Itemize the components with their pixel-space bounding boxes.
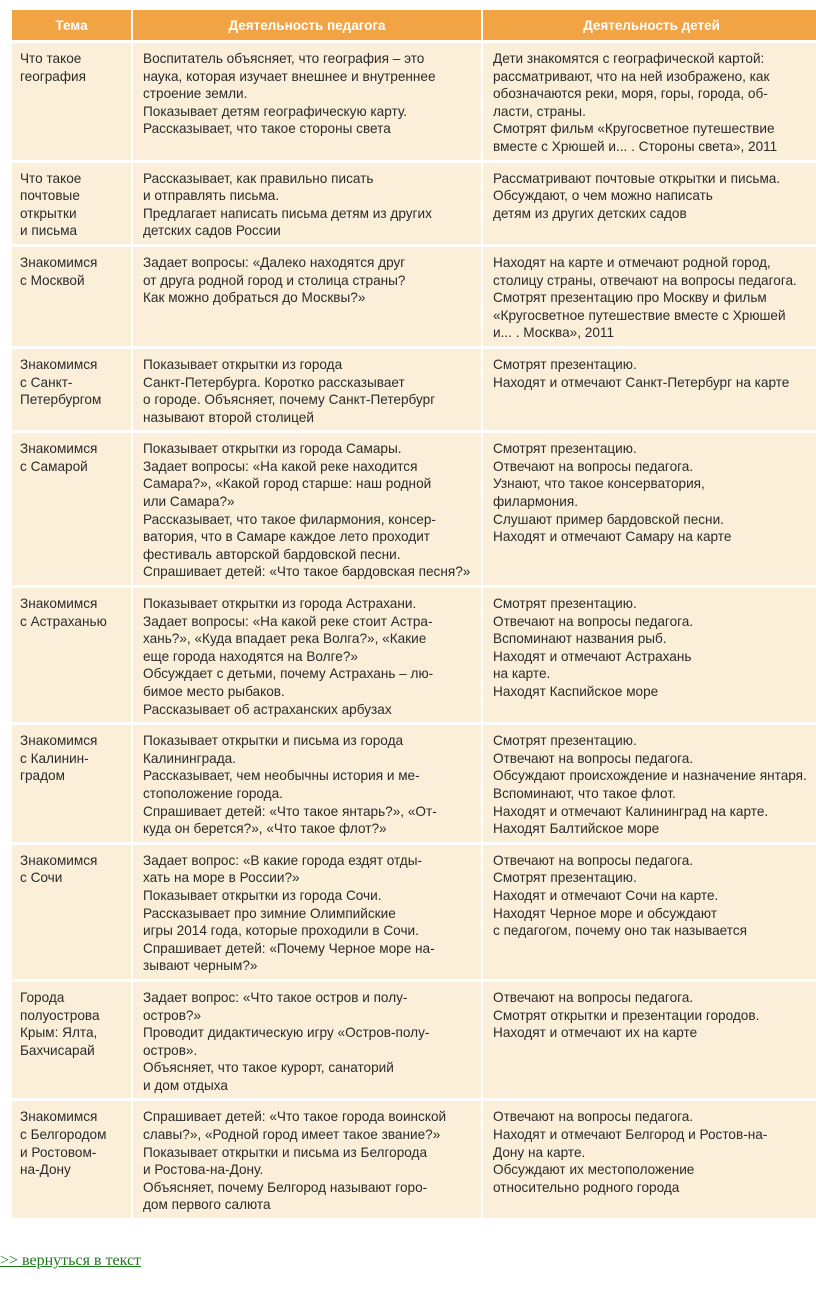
table-row bbox=[12, 42, 816, 162]
activity-table-container bbox=[12, 10, 816, 1218]
children-cell: Смотрят презентацию. Отвечают на вопросы педагога. Вспоминают названия рыб. Находят и отмечают Астрахань на карте. Находят Каспийское море bbox=[482, 587, 816, 724]
teacher-cell: Показывает открытки из города Астрахани. Задает вопросы: «На какой реке стоит Астра- хань?», «Куда впадает река Волга?», «Какие еще города находятся на Волге?» Обсуждает с детьми, почему Астрахань – лю- бимое место рыбаков. Рассказывает об астраханских арбузах bbox=[132, 587, 482, 724]
teacher-cell: Показывает открытки и письма из города Калининграда. Рассказывает, чем необычны история и ме- стоположение города. Спрашивает детей: «Что такое янтарь?», «От- куда он берется?», «Что такое флот?» bbox=[132, 724, 482, 844]
children-cell: Дети знакомятся с географической картой: рассматривают, что на ней изображено, как обозначаются реки, моря, горы, города, об- ласти, страны. Смотрят фильм «Кругосветное путешествие вместе с Хрюшей и... . Стороны света», 2011 bbox=[482, 42, 816, 162]
table-row bbox=[12, 587, 816, 724]
children-cell: Смотрят презентацию. Отвечают на вопросы педагога. Узнают, что такое консерватория, филармония. Слушают пример бардовской песни. Находят и отмечают Самару на карте bbox=[482, 432, 816, 587]
children-cell: Отвечают на вопросы педагога. Смотрят презентацию. Находят и отмечают Сочи на карте. Находят Черное море и обсуждают с педагогом, почему оно так называется bbox=[482, 843, 816, 980]
children-cell: Отвечают на вопросы педагога. Находят и отмечают Белгород и Ростов-на- Дону на карте. Обсуждают их местоположение относительно родного города bbox=[482, 1100, 816, 1218]
teacher-cell: Рассказывает, как правильно писать и отправлять письма. Предлагает написать письма детям из других детских садов России bbox=[132, 161, 482, 245]
children-cell: Рассматривают почтовые открытки и письма. Обсуждают, о чем можно написать детям из других детских садов bbox=[482, 161, 816, 245]
teacher-cell: Задает вопросы: «Далеко находятся друг от друга родной город и столица страны? Как можно добраться до Москвы?» bbox=[132, 245, 482, 347]
topic-cell: Знакомимся с Санкт- Петербургом bbox=[12, 347, 132, 431]
back-to-text-link[interactable]: >> вернуться в текст bbox=[0, 1252, 142, 1269]
children-cell: Отвечают на вопросы педагога. Смотрят открытки и презентации городов. Находят и отмечают их на карте bbox=[482, 980, 816, 1100]
children-cell: Смотрят презентацию. Отвечают на вопросы педагога. Обсуждают происхождение и назначение янтаря. Вспоминают, что такое флот. Находят и отмечают Калининград на карте. Находят Балтийское море bbox=[482, 724, 816, 844]
topic-cell: Знакомимся с Белгородом и Ростовом- на-Дону bbox=[12, 1100, 132, 1218]
teacher-cell: Показывает открытки из города Самары. Задает вопросы: «На какой реке находится Самара?», «Какой город старше: наш родной или Самара?» Рассказывает, что такое филармония, консер- ватория, что в Самаре каждое лето проходит фестиваль авторской бардовской песни. Спрашивает детей: «Что такое бардовская песня?» bbox=[132, 432, 482, 587]
topic-cell: Знакомимся с Сочи bbox=[12, 843, 132, 980]
teacher-cell: Задает вопрос: «В какие города ездят отды- хать на море в России?» Показывает открытки из города Сочи. Рассказывает про зимние Олимпийские игры 2014 года, которые проходили в Сочи. Спрашивает детей: «Почему Черное море на- зывают черным?» bbox=[132, 843, 482, 980]
teacher-cell: Спрашивает детей: «Что такое города воинской славы?», «Родной город имеет такое звание?» Показывает открытки и письма из Белгорода и Ростова-на-Дону. Объясняет, почему Белгород называют горо- дом первого салюта bbox=[132, 1100, 482, 1218]
table-row bbox=[12, 347, 816, 431]
topic-cell: Знакомимся с Астраханью bbox=[12, 587, 132, 724]
table-row bbox=[12, 843, 816, 980]
table-row bbox=[12, 245, 816, 347]
header-teacher-activity: Деятельность педагога bbox=[132, 10, 482, 42]
table-row bbox=[12, 980, 816, 1100]
table-row bbox=[12, 724, 816, 844]
topic-cell: Что такое география bbox=[12, 42, 132, 162]
table-row bbox=[12, 161, 816, 245]
topic-cell: Знакомимся с Самарой bbox=[12, 432, 132, 587]
children-cell: Смотрят презентацию. Находят и отмечают Санкт-Петербург на карте bbox=[482, 347, 816, 431]
header-children-activity: Деятельность детей bbox=[482, 10, 816, 42]
topic-cell: Города полуострова Крым: Ялта, Бахчисарай bbox=[12, 980, 132, 1100]
table-row bbox=[12, 1100, 816, 1218]
teacher-cell: Воспитатель объясняет, что география – это наука, которая изучает внешнее и внутреннее строение земли. Показывает детям географическую карту. Рассказывает, что такое стороны света bbox=[132, 42, 482, 162]
topic-cell: Знакомимся с Калинин- градом bbox=[12, 724, 132, 844]
table-header-row bbox=[12, 10, 816, 42]
topic-cell: Знакомимся с Москвой bbox=[12, 245, 132, 347]
teacher-cell: Показывает открытки из города Санкт-Петербурга. Коротко рассказывает о городе. Объясняет, почему Санкт-Петербург называют второй столицей bbox=[132, 347, 482, 431]
header-topic: Тема bbox=[12, 10, 132, 42]
children-cell: Находят на карте и отмечают родной город, столицу страны, отвечают на вопросы педагога. Смотрят презентацию про Москву и фильм «Кругосветное путешествие вместе с Хрюшей и... . Москва», 2011 bbox=[482, 245, 816, 347]
table-row bbox=[12, 432, 816, 587]
teacher-cell: Задает вопрос: «Что такое остров и полу- остров?» Проводит дидактическую игру «Остров-полу- остров». Объясняет, что такое курорт, санаторий и дом отдыха bbox=[132, 980, 482, 1100]
topic-cell: Что такое почтовые открытки и письма bbox=[12, 161, 132, 245]
activity-table bbox=[12, 10, 816, 1218]
